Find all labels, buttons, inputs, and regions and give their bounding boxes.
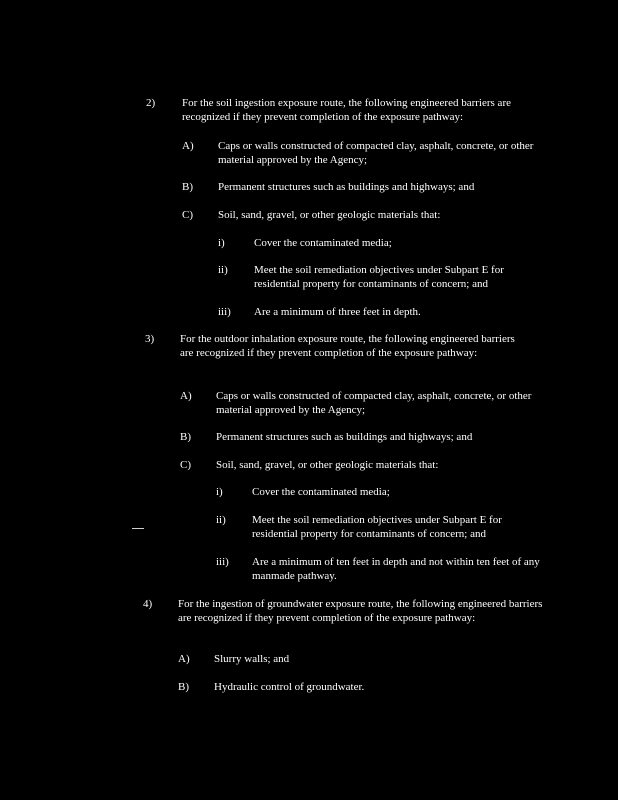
subitem-text: Meet the soil remediation objectives under Subpart E for residential property for contaminants of concern; and [252, 514, 502, 540]
item-label: A) [178, 653, 190, 665]
item-text: Caps or walls constructed of compacted clay, asphalt, concrete, or other material approved by the Agency; [216, 390, 532, 416]
item-label: B) [180, 431, 191, 443]
subitem-label: i) [216, 486, 223, 498]
subitem-label: ii) [216, 514, 226, 526]
section-number: 2) [146, 97, 156, 109]
subitem-text: Cover the contaminated media; [252, 486, 390, 498]
section-number: 3) [145, 333, 155, 345]
subitem-label: i) [218, 237, 225, 249]
item-text: Soil, sand, gravel, or other geologic materials that: [216, 459, 439, 471]
subitem-label: iii) [218, 306, 231, 318]
item-label: C) [180, 459, 191, 471]
subitem-label: iii) [216, 556, 229, 568]
subitem-text: Are a minimum of three feet in depth. [254, 306, 421, 318]
item-label: A) [180, 390, 192, 402]
subitem-text: Are a minimum of ten feet in depth and not within ten feet of any manmade pathway. [252, 556, 540, 582]
subitem-label: ii) [218, 264, 228, 276]
item-label: B) [182, 181, 193, 193]
subitem-text: Cover the contaminated media; [254, 237, 392, 249]
item-text: Caps or walls constructed of compacted clay, asphalt, concrete, or other material approved by the Agency; [218, 140, 534, 166]
item-text: Permanent structures such as buildings and highways; and [216, 431, 473, 443]
item-text: Slurry walls; and [214, 653, 290, 665]
section-text: For the outdoor inhalation exposure route, the following engineered barriers are recognized if they prevent completion of the exposure pathway: [180, 333, 515, 359]
section-text: For the soil ingestion exposure route, the following engineered barriers are recognized if they prevent completion of the exposure pathway: [182, 97, 511, 123]
item-label: B) [178, 681, 189, 693]
item-label: C) [182, 209, 193, 221]
item-text: Permanent structures such as buildings and highways; and [218, 181, 475, 193]
section-number: 4) [143, 598, 153, 610]
item-label: A) [182, 140, 194, 152]
item-text: Soil, sand, gravel, or other geologic materials that: [218, 209, 441, 221]
margin-dash-mark [132, 528, 144, 529]
item-text: Hydraulic control of groundwater. [214, 681, 365, 693]
section-text: For the ingestion of groundwater exposure route, the following engineered barriers are recognized if they prevent completion of the exposure pathway: [178, 598, 543, 624]
subitem-text: Meet the soil remediation objectives under Subpart E for residential property for contaminants of concern; and [254, 264, 504, 290]
